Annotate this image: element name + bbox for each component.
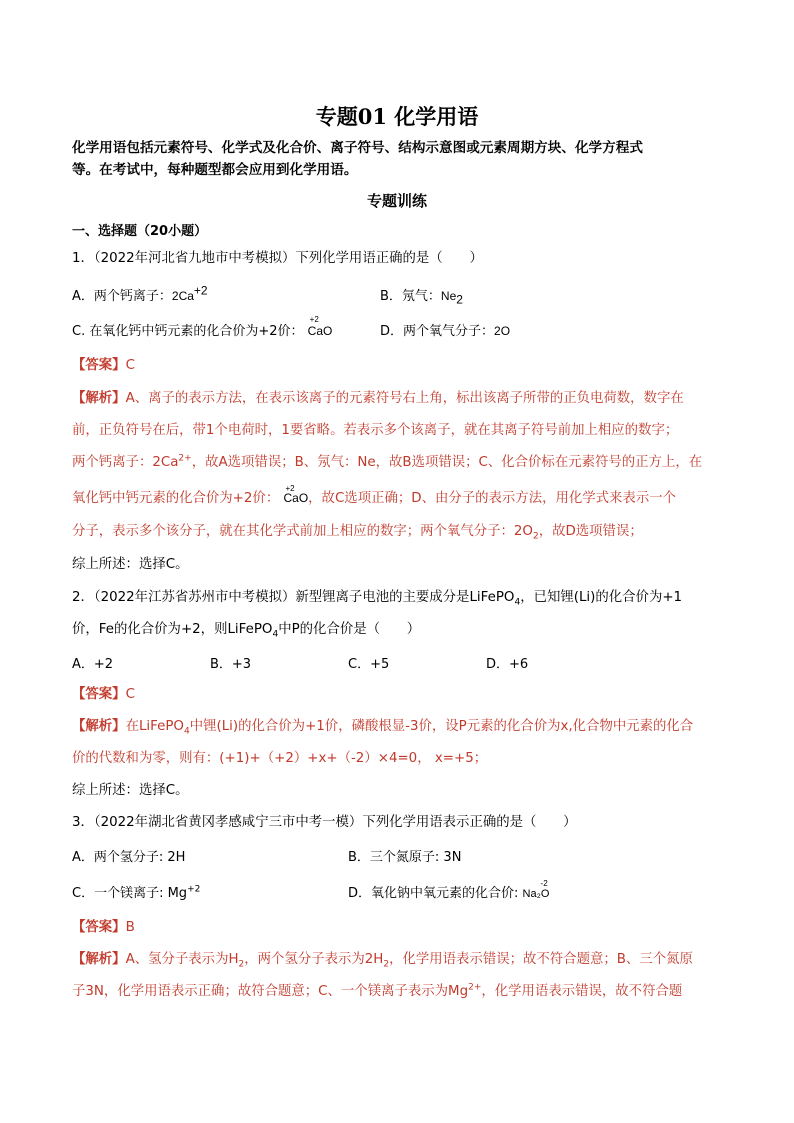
q2-explanation-line-2: 价的代数和为零，则有：(+1)+（+2）+x+（-2）×4=0， x=+5； [72,751,488,766]
q1-expl-3sup: 2+ [178,453,192,464]
q3-option-d-valence: -2 [540,879,548,888]
q3-expl-2sup: 2+ [468,982,482,993]
q3-expl-1sub1: 2 [238,959,245,970]
q3-option-d-formula: Na₂O [522,888,550,900]
q3-option-c-charge: +2 [187,884,201,895]
q3-answer [72,918,722,938]
q1-option-d [380,320,510,339]
q1-expl-4-valence-formula [283,484,309,508]
q2-stem-line-2 [72,620,722,640]
q1-expl-5sub: 2 [532,531,539,542]
q2-expl-1a: 在LiFePO [125,719,184,734]
q3-expl-2a: 子3N，化学用语表示正确；故符合题意；C、一个镁离子表示为Mg [72,984,469,999]
q1-option-a [72,285,208,304]
q3-option-d-valence-formula [522,879,550,900]
q1-answer-value: C [125,358,135,373]
q1-option-c-valence: +2 [309,315,319,324]
q1-explanation-line-5 [72,522,722,542]
q2-stem-2sub: 4 [272,629,279,640]
q3-stem: 3．（2022年湖北省黄冈孝感咸宁三市中考一模）下列化学用语表示正确的是（ ） [72,815,577,830]
q1-option-a-charge: +2 [193,283,208,298]
q1-explanation-text-1: A、离子的表示方法，在表示该离子的元素符号右上角，标出该离子所带的正负电荷数，数字在 [125,391,684,406]
q1-option-d-label: D．两个氧气分子： [380,324,495,339]
q2-option-a: A．+2 [72,657,114,672]
q1-answer-tag: 【答案】 [72,358,126,373]
section-subtitle: 专题训练 [366,192,427,210]
q1-option-c-valence-formula [307,315,333,338]
q3-option-a: A．两个氢分子: 2H [72,850,186,865]
q1-option-b-subscript: 2 [456,292,463,307]
q1-option-b [380,285,463,307]
q2-answer-tag: 【答案】 [72,687,126,702]
q3-option-d-label: D．氧化钠中氧元素的化合价: [348,886,519,901]
q2-stem-2b: 中P的化合价是（ ） [278,622,421,637]
q1-expl-5b: ，故D选项错误； [538,524,643,539]
q1-option-c [72,315,333,339]
q1-explanation-line-3 [72,453,722,473]
q1-explanation-tag: 【解析】 [72,391,126,406]
q2-answer [72,685,722,705]
q3-expl-2b: ，化学用语表示错误，故不符合题 [481,984,683,999]
q2-stem-1b: ，已知锂(Li)的化合价为+1 [520,590,683,605]
q2-stem-2a: 价，Fe的化合价为+2，则LiFePO [72,622,273,637]
q1-option-a-formula: 2Ca [171,289,194,303]
q1-option-b-formula: Ne [440,289,457,303]
q1-option-b-label: B．氖气： [380,289,441,304]
q3-option-c [72,882,200,901]
q3-option-b: B．三个氮原子: 3N [348,850,462,865]
q3-explanation-line-1 [72,950,722,970]
q1-expl-4a: 氧化钙中钙元素的化合价为+2价： [72,491,280,506]
q2-answer-value: C [125,687,135,702]
q3-explanation-line-2 [72,982,722,1002]
q2-stem-1sub: 4 [514,597,521,608]
section-heading: 一、选择题（20小题） [72,224,208,239]
q2-summary: 综上所述：选择C。 [72,783,189,798]
q3-expl-1c: ，化学用语表示错误；故不符合题意；B、三个氮原 [389,952,693,967]
q2-stem-line-1 [72,588,722,608]
q3-expl-1sub2: 2 [383,959,390,970]
q3-explanation-tag: 【解析】 [72,952,126,967]
intro-line-2: 等。在考试中，每种题型都会应用到化学用语。 [72,162,358,178]
page-title: 专题01 化学用语 [315,104,479,129]
q2-explanation-tag: 【解析】 [72,719,126,734]
q1-explanation-line-1 [72,389,722,409]
q1-expl-3a: 两个钙离子：2Ca [72,455,179,470]
q2-expl-1b: 中锂(Li)的化合价为+1价，磷酸根显-3价，设P元素的化合价为x,化合物中元素的化合 [189,719,694,734]
q3-answer-tag: 【答案】 [72,920,126,935]
q2-option-c: C．+5 [348,657,390,672]
q1-option-c-formula: CaO [307,324,333,338]
q1-option-c-label: C. 在氧化钙中钙元素的化合价为+2价： [72,324,304,339]
q1-expl-4b: ，故C选项正确；D、由分子的表示方法，用化学式来表示一个 [308,491,676,506]
q1-expl-4-formula: CaO [283,491,309,505]
q1-explanation-line-4 [72,484,722,509]
q1-stem: 1．（2022年河北省九地市中考模拟）下列化学用语正确的是（ ） [72,251,483,266]
q2-explanation-line-1 [72,717,722,737]
q2-option-b: B．+3 [210,657,252,672]
q3-expl-1b: ，两个氢分子表示为2H [244,952,384,967]
q1-expl-5a: 分子，表示多个该分子，就在其化学式前加上相应的数字；两个氧气分子：2O [72,524,533,539]
q1-option-d-formula: 2O [494,324,511,338]
q1-summary: 综上所述：选择C。 [72,557,189,572]
q1-expl-3b: ，故A选项错误；B、氖气：Ne，故B选项错误；C、化合价标在元素符号的正方上，在 [191,455,703,470]
q3-expl-1a: A、氢分子表示为H [125,952,239,967]
q1-option-a-label: A．两个钙离子： [72,289,172,304]
intro-line-1: 化学用语包括元素符号、化学式及化合价、离子符号、结构示意图或元素周期方块、化学方程式 [72,140,643,156]
q3-option-c-label: C．一个镁离子: Mg [72,886,188,901]
q1-explanation-line-2: 前，正负符号在后，带1个电荷时，1要省略。若表示多个该离子，就在其离子符号前加上相应的数字； [72,423,679,438]
q2-expl-1sub: 4 [183,726,190,737]
q1-answer [72,356,722,376]
q3-option-d [348,879,550,901]
q2-stem-1a: 2．（2022年江苏省苏州市中考模拟）新型锂离子电池的主要成分是LiFePO [72,590,515,605]
q3-answer-value: B [125,920,135,935]
q2-option-d: D．+6 [486,657,529,672]
q1-expl-4-valence: +2 [285,484,295,493]
